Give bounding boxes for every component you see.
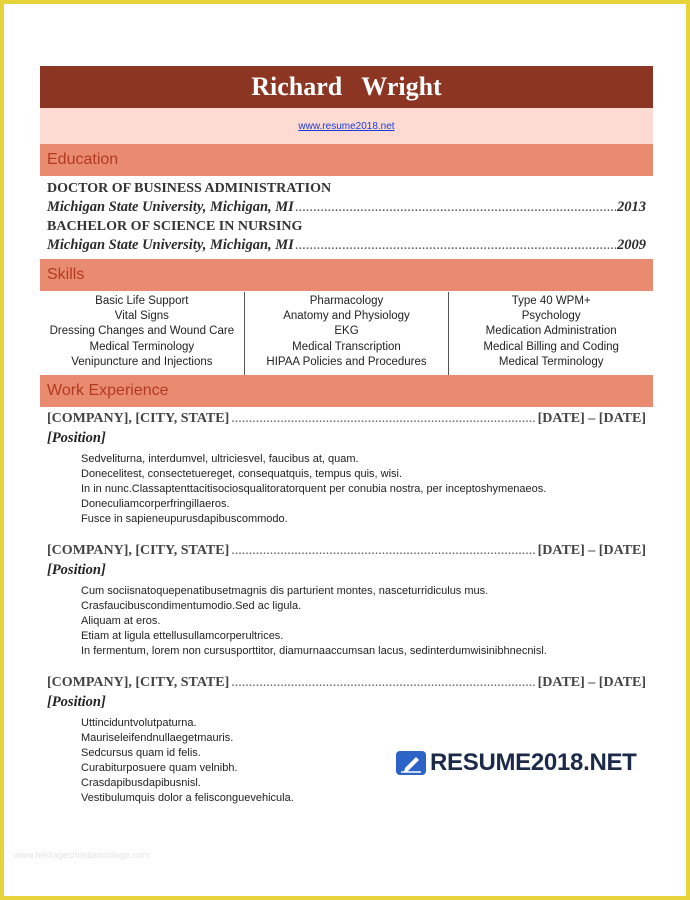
dot-leader — [231, 541, 535, 560]
graduation-year: 2013 — [617, 199, 646, 215]
skills-column — [448, 292, 653, 375]
job-bullet: Etiam at ligula ettellusullamcorperultrices. — [81, 630, 284, 642]
job-entry — [40, 407, 653, 527]
degree-title: BACHELOR OF SCIENCE IN NURSING — [47, 219, 303, 234]
school-name: Michigan State University, Michigan, MI — [47, 199, 294, 215]
job-entry — [40, 671, 653, 806]
skill-item: Medical Transcription — [292, 340, 401, 353]
job-bullet: Cum sociisnatoquepenatibusetmagnis dis parturient montes, nasceturridiculus mus. — [81, 585, 489, 597]
job-bullet: In fermentum, lorem non cursusporttitor, diamurnaaccumsan lacus, sedinterdumwisinibhnecnisl. — [81, 645, 547, 657]
work-section-title — [40, 375, 653, 407]
job-bullet: Crasdapibusdapibusnisl. — [81, 777, 201, 789]
skills-title-text: Skills — [47, 266, 85, 283]
dot-leader — [231, 673, 535, 692]
degree-title: DOCTOR OF BUSINESS ADMINISTRATION — [47, 181, 332, 196]
job-header — [47, 541, 646, 560]
skill-item: Medical Terminology — [498, 355, 604, 368]
job-position: [Position] — [47, 694, 106, 710]
job-bullet: Uttinciduntvolutpaturna. — [81, 717, 197, 729]
job-bullet: Doneculiamcorperfringillaeros. — [81, 498, 230, 510]
education-entry — [47, 179, 646, 217]
skill-item: Medical Billing and Coding — [483, 340, 619, 353]
website-bar — [40, 108, 653, 144]
skills-column — [40, 292, 244, 375]
dot-leader — [231, 409, 535, 428]
job-dates: [DATE] – [DATE] — [537, 411, 646, 426]
skill-item: Dressing Changes and Wound Care — [49, 325, 235, 338]
job-bullet: Donecelitest, consectetuereget, consequatquis, tempus quis, wisi. — [81, 468, 403, 480]
job-bullet: Sedveliturna, interdumvel, ultriciesvel, faucibus at, quam. — [81, 453, 359, 465]
company-location: [COMPANY], [CITY, STATE] — [47, 675, 230, 690]
company-location: [COMPANY], [CITY, STATE] — [47, 543, 230, 558]
candidate-name: Richard Wright — [251, 72, 442, 101]
skill-item: Basic Life Support — [95, 295, 189, 307]
job-bullet: Vestibulumquis dolor a felisconguevehicula. — [81, 792, 294, 804]
skill-item: Psychology — [521, 310, 581, 323]
job-bullets — [47, 448, 646, 527]
resume-body — [40, 66, 653, 806]
school-line — [47, 198, 646, 217]
skills-table — [40, 291, 653, 375]
job-bullet: Mauriseleifendnullaegetmauris. — [81, 732, 234, 744]
graduation-year: 2009 — [617, 237, 646, 253]
dot-leader — [295, 198, 616, 217]
job-bullet: Sedcursus quam id felis. — [81, 747, 201, 759]
skills-section-title — [40, 259, 653, 291]
school-name: Michigan State University, Michigan, MI — [47, 237, 294, 253]
skills-column — [244, 292, 449, 375]
skill-item: Vital Signs — [114, 310, 169, 323]
dot-leader — [295, 236, 616, 255]
skill-item: HIPAA Policies and Procedures — [266, 355, 427, 368]
job-header — [47, 409, 646, 428]
job-bullet: Aliquam at eros. — [81, 615, 161, 627]
job-bullet: Crasfaucibuscondimentumodio.Sed ac ligula. — [81, 600, 302, 612]
company-location: [COMPANY], [CITY, STATE] — [47, 411, 230, 426]
skill-item: Medical Terminology — [89, 340, 195, 353]
resume-page — [4, 4, 686, 896]
site-logo — [396, 749, 637, 777]
watermark: www.heritagechristiancollege.com — [14, 850, 150, 860]
education-section-title — [40, 144, 653, 176]
education-entry — [47, 217, 646, 255]
name-header — [40, 66, 653, 108]
job-dates: [DATE] – [DATE] — [537, 675, 646, 690]
job-position: [Position] — [47, 562, 106, 578]
job-dates: [DATE] – [DATE] — [537, 543, 646, 558]
website-link[interactable]: www.resume2018.net — [298, 120, 395, 132]
skill-item: Anatomy and Physiology — [283, 310, 410, 323]
school-line — [47, 236, 646, 255]
education-title-text: Education — [47, 151, 119, 168]
job-header — [47, 673, 646, 692]
job-bullets — [47, 580, 646, 659]
logo-text: RESUME2018.NET — [430, 749, 637, 776]
job-bullet: Fusce in sapieneupurusdapibuscommodo. — [81, 513, 288, 525]
job-position: [Position] — [47, 430, 106, 446]
skill-item: Type 40 WPM+ — [511, 295, 591, 307]
job-bullet: Curabiturposuere quam velnibh. — [81, 762, 238, 774]
job-bullet: In in nunc.Classaptenttacitisociosqualitoratorquent per conubia nostra, per inceptoshymenaeos. — [81, 483, 547, 495]
pencil-icon — [396, 751, 426, 775]
job-entry — [40, 539, 653, 659]
work-title-text: Work Experience — [47, 382, 169, 399]
skill-item: Medication Administration — [485, 325, 617, 338]
skill-item: Venipuncture and Injections — [71, 355, 213, 368]
skill-item: Pharmacology — [309, 295, 384, 307]
education-list — [40, 176, 653, 259]
skill-item: EKG — [334, 325, 359, 338]
